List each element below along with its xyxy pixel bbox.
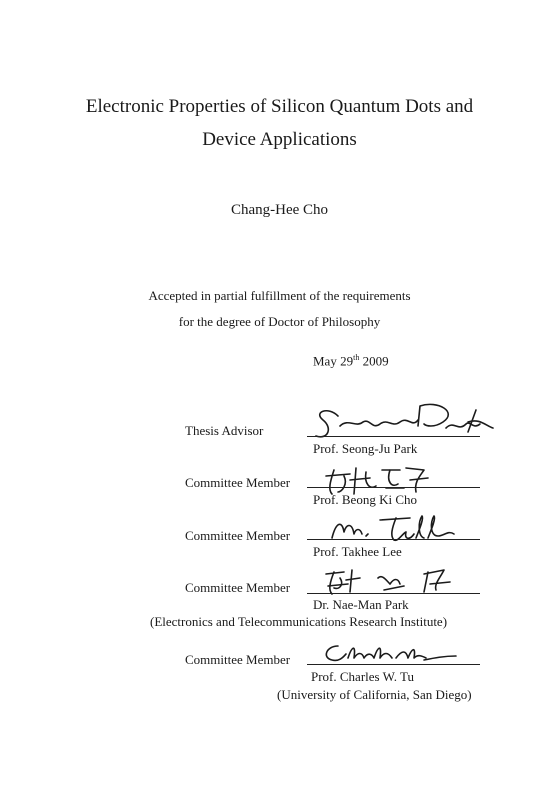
date-month-day: May 29 <box>313 353 354 369</box>
signatory-name: Prof. Takhee Lee <box>313 544 402 559</box>
signature-line-2 <box>307 487 480 488</box>
signature-line-5 <box>307 664 480 665</box>
signatory-name: Dr. Nae-Man Park <box>313 597 409 612</box>
title-line-1: Electronic Properties of Silicon Quantum Dots and <box>85 96 474 117</box>
signatory-role: Committee Member <box>185 580 291 595</box>
signature-line-4 <box>307 593 480 594</box>
signatory-role: Committee Member <box>185 652 291 667</box>
signatory-name: Prof. Seong-Ju Park <box>313 441 418 456</box>
signature-line-3 <box>307 539 480 540</box>
date-suffix: th <box>353 353 360 362</box>
signatory-name: Prof. Charles W. Tu <box>311 669 414 684</box>
acceptance-line-2: for the degree of Doctor of Philosophy <box>178 314 381 329</box>
signatory-affiliation: (University of California, San Diego) <box>277 687 472 702</box>
title-line-2: Device Applications <box>202 129 357 150</box>
handwritten-signature-5 <box>318 640 458 666</box>
signatory-role: Thesis Advisor <box>185 423 264 438</box>
signatory-role: Committee Member <box>185 475 291 490</box>
date-year: 2009 <box>359 353 389 369</box>
acceptance-line-1: Accepted in partial fulfillment of the requirements <box>148 288 411 303</box>
signatory-affiliation: (Electronics and Telecommunications Research Institute) <box>150 614 448 629</box>
signature-line-1 <box>307 436 480 437</box>
author-name: Chang-Hee Cho <box>230 202 329 218</box>
acceptance-date <box>313 353 389 369</box>
signatory-role: Committee Member <box>185 528 291 543</box>
signatory-name: Prof. Beong Ki Cho <box>313 492 417 507</box>
